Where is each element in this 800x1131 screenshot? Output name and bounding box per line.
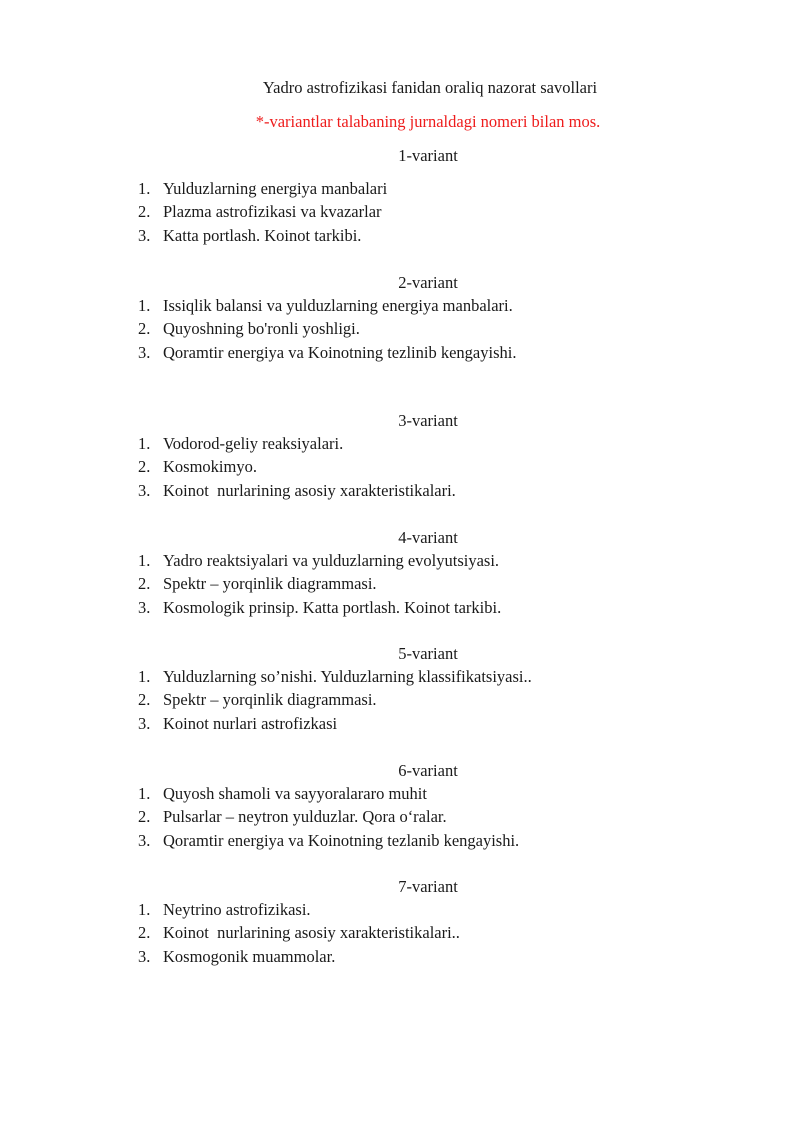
question-item — [0, 667, 800, 690]
question-number: 3. — [138, 830, 151, 850]
question-item — [0, 434, 800, 457]
question-item — [0, 457, 800, 480]
question-text: Yadro reaktsiyalari va yulduzlarning evolyutsiyasi. — [163, 551, 500, 570]
variant-heading: 3-variant — [398, 411, 458, 430]
question-number: 3. — [138, 597, 151, 617]
question-text: Kosmologik prinsip. Katta portlash. Koinot tarkibi. — [163, 597, 502, 617]
variant-heading: 1-variant — [398, 146, 458, 165]
question-text: Qoramtir energiya va Koinotning tezlanib kengayishi. — [163, 830, 520, 850]
question-text: Vodorod-geliy reaksiyalari. — [163, 434, 344, 453]
question-list — [0, 434, 800, 504]
question-number: 3. — [138, 713, 151, 733]
question-text: Qoramtir energiya va Koinotning tezlinib kengayishi. — [163, 342, 517, 362]
question-list — [0, 551, 800, 621]
question-number: 1. — [138, 551, 151, 570]
question-text: Pulsarlar – neytron yulduzlar. Qora o‘ralar. — [163, 807, 447, 827]
question-list — [0, 900, 800, 970]
variant-1 — [0, 146, 800, 249]
question-number: 2. — [138, 690, 151, 710]
question-number: 2. — [138, 807, 151, 827]
question-number: 3. — [138, 946, 151, 966]
question-item — [0, 226, 800, 249]
question-number: 2. — [138, 923, 151, 943]
question-number: 2. — [138, 574, 151, 594]
question-text: Quyosh shamoli va sayyoralararo muhit — [163, 784, 427, 803]
question-text: Koinot nurlarining asosiy xarakteristikalari. — [163, 480, 456, 500]
question-text: Kosmogonik muammolar. — [163, 946, 336, 966]
question-item — [0, 923, 800, 946]
variant-heading: 4-variant — [398, 528, 458, 547]
variant-heading: 7-variant — [398, 877, 458, 896]
question-text: Yulduzlarning energiya manbalari — [163, 179, 388, 198]
question-item — [0, 714, 800, 737]
question-item — [0, 319, 800, 342]
question-number: 3. — [138, 480, 151, 500]
question-item — [0, 831, 800, 854]
variant-5 — [0, 644, 800, 737]
question-text: Katta portlash. Koinot tarkibi. — [163, 225, 362, 245]
question-text: Issiqlik balansi va yulduzlarning energiya manbalari. — [163, 296, 513, 315]
question-item — [0, 947, 800, 970]
question-list — [0, 667, 800, 737]
variant-7 — [0, 877, 800, 970]
question-item — [0, 296, 800, 319]
question-number: 3. — [138, 342, 151, 362]
question-number: 2. — [138, 202, 151, 222]
question-number: 1. — [138, 784, 151, 803]
question-text: Koinot nurlarining asosiy xarakteristikalari.. — [163, 923, 460, 943]
question-list — [0, 179, 800, 249]
question-text: Spektr – yorqinlik diagrammasi. — [163, 574, 377, 594]
question-text: Quyoshning bo'ronli yoshligi. — [163, 319, 360, 339]
question-text: Spektr – yorqinlik diagrammasi. — [163, 690, 377, 710]
question-item — [0, 690, 800, 713]
question-text: Neytrino astrofizikasi. — [163, 900, 311, 919]
question-text: Yulduzlarning so’nishi. Yulduzlarning klassifikatsiyasi.. — [163, 667, 532, 686]
question-item — [0, 900, 800, 923]
variant-heading: 6-variant — [398, 761, 458, 780]
variant-4 — [0, 528, 800, 621]
question-item — [0, 807, 800, 830]
variant-heading: 2-variant — [398, 273, 458, 292]
variant-6 — [0, 761, 800, 854]
question-item — [0, 179, 800, 202]
question-text: Kosmokimyo. — [163, 457, 257, 477]
question-number: 1. — [138, 179, 151, 198]
question-number: 1. — [138, 296, 151, 315]
question-item — [0, 343, 800, 366]
question-number: 2. — [138, 457, 151, 477]
question-list — [0, 296, 800, 366]
question-item — [0, 202, 800, 225]
variant-note: *-variantlar talabaning jurnaldagi nomeri bilan mos. — [255, 112, 601, 131]
question-item — [0, 574, 800, 597]
question-list — [0, 784, 800, 854]
question-item — [0, 481, 800, 504]
variant-3 — [0, 411, 800, 504]
document-title: Yadro astrofizikasi fanidan oraliq nazorat savollari — [262, 78, 598, 97]
question-number: 1. — [138, 667, 151, 686]
question-text: Koinot nurlari astrofizkasi — [163, 713, 338, 733]
variant-heading: 5-variant — [398, 644, 458, 663]
question-number: 1. — [138, 900, 151, 919]
question-item — [0, 598, 800, 621]
question-number: 2. — [138, 319, 151, 339]
question-number: 1. — [138, 434, 151, 453]
question-text: Plazma astrofizikasi va kvazarlar — [163, 202, 382, 222]
variant-2 — [0, 273, 800, 366]
question-number: 3. — [138, 225, 151, 245]
question-item — [0, 551, 800, 574]
question-item — [0, 784, 800, 807]
